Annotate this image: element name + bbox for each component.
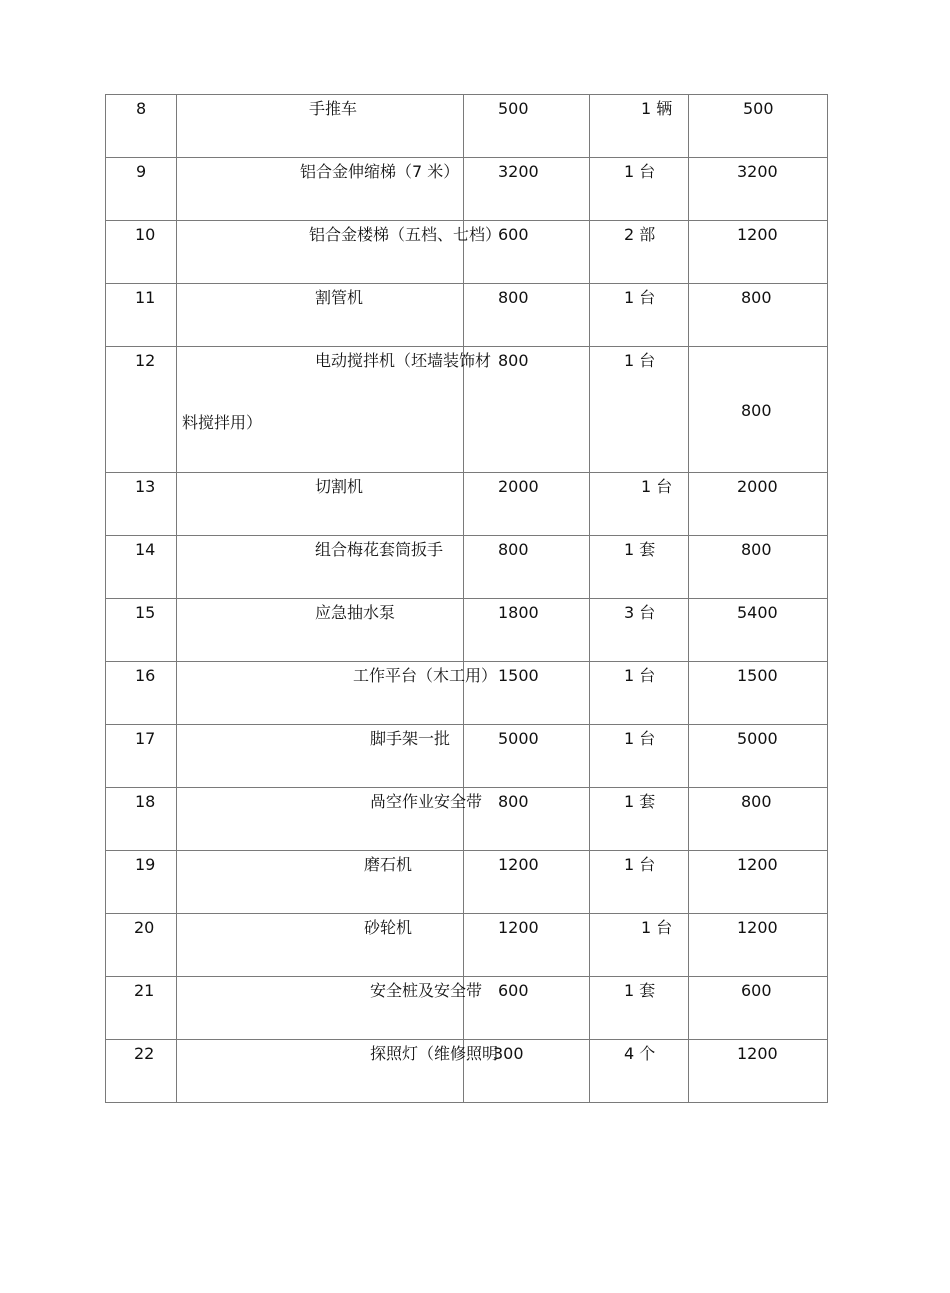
item-name: 电动搅拌机（坯墙装饰材 <box>315 351 492 370</box>
quantity: 1 台 <box>624 729 656 748</box>
table-row <box>106 914 828 977</box>
quantity: 4 个 <box>624 1044 656 1063</box>
table-row <box>106 977 828 1040</box>
item-name: 脚手架一批 <box>370 729 451 748</box>
unit-price: 300 <box>493 1044 524 1063</box>
table-row <box>106 95 828 158</box>
total: 800 <box>741 540 772 559</box>
unit-price: 600 <box>498 981 529 1000</box>
unit-price: 1800 <box>498 603 539 622</box>
table-row <box>106 1040 828 1103</box>
row-number: 10 <box>135 225 156 244</box>
total: 1200 <box>737 1044 778 1063</box>
unit-price: 500 <box>498 99 529 118</box>
item-name: 探照灯（维修照明 <box>370 1044 499 1063</box>
unit-price: 800 <box>498 288 529 307</box>
total: 5400 <box>737 603 778 622</box>
row-number: 22 <box>134 1044 155 1063</box>
table-row <box>106 725 828 788</box>
table-row <box>106 662 828 725</box>
item-name: 应急抽水泵 <box>315 603 396 622</box>
equipment-table <box>105 94 828 1103</box>
unit-price: 800 <box>498 792 529 811</box>
item-name: 咼空作业安全带 <box>370 792 483 811</box>
item-name-continued: 料搅拌用） <box>182 413 263 432</box>
quantity: 1 台 <box>624 351 656 370</box>
total: 800 <box>741 288 772 307</box>
row-number: 17 <box>135 729 156 748</box>
unit-price: 800 <box>498 351 529 370</box>
total: 800 <box>741 792 772 811</box>
quantity: 1 台 <box>624 666 656 685</box>
unit-price: 3200 <box>498 162 539 181</box>
table-row <box>106 347 828 473</box>
table-row <box>106 599 828 662</box>
table-row <box>106 221 828 284</box>
row-number: 8 <box>136 99 147 118</box>
quantity: 1 台 <box>624 162 656 181</box>
unit-price: 600 <box>498 225 529 244</box>
quantity: 1 台 <box>641 477 673 496</box>
row-number: 16 <box>135 666 156 685</box>
total: 800 <box>741 401 772 420</box>
item-name: 铝合金伸缩梯（7 米） <box>300 162 460 181</box>
table-row <box>106 536 828 599</box>
unit-price: 2000 <box>498 477 539 496</box>
total: 600 <box>741 981 772 1000</box>
total: 2000 <box>737 477 778 496</box>
quantity: 1 辆 <box>641 99 673 118</box>
table-row <box>106 158 828 221</box>
quantity: 1 台 <box>641 918 673 937</box>
item-name: 工作平台（木工用） <box>353 666 498 685</box>
unit-price: 1200 <box>498 855 539 874</box>
quantity: 1 台 <box>624 288 656 307</box>
item-name: 手推车 <box>309 99 358 118</box>
item-name: 安全桩及安全带 <box>370 981 483 1000</box>
row-number: 21 <box>134 981 155 1000</box>
quantity: 1 套 <box>624 540 656 559</box>
row-number: 19 <box>135 855 156 874</box>
table-row <box>106 473 828 536</box>
quantity: 1 套 <box>624 981 656 1000</box>
row-number: 18 <box>135 792 156 811</box>
row-number: 15 <box>135 603 156 622</box>
row-number: 9 <box>136 162 147 181</box>
total: 1200 <box>737 225 778 244</box>
total: 5000 <box>737 729 778 748</box>
item-name: 磨石机 <box>364 855 413 874</box>
unit-price: 1500 <box>498 666 539 685</box>
total: 3200 <box>737 162 778 181</box>
item-name: 切割机 <box>315 477 364 496</box>
quantity: 3 台 <box>624 603 656 622</box>
row-number: 11 <box>135 288 156 307</box>
row-number: 12 <box>135 351 156 370</box>
item-name: 组合梅花套筒扳手 <box>315 540 444 559</box>
total: 1200 <box>737 855 778 874</box>
table-row <box>106 851 828 914</box>
total: 1200 <box>737 918 778 937</box>
item-name: 铝合金楼梯（五档、七档） <box>309 225 502 244</box>
row-number: 14 <box>135 540 156 559</box>
quantity: 1 台 <box>624 855 656 874</box>
unit-price: 5000 <box>498 729 539 748</box>
row-number: 13 <box>135 477 156 496</box>
table-row <box>106 788 828 851</box>
table-row <box>106 284 828 347</box>
item-name: 砂轮机 <box>364 918 413 937</box>
quantity: 2 部 <box>624 225 656 244</box>
total: 1500 <box>737 666 778 685</box>
unit-price: 1200 <box>498 918 539 937</box>
row-number: 20 <box>134 918 155 937</box>
item-name: 割管机 <box>315 288 364 307</box>
total: 500 <box>743 99 774 118</box>
quantity: 1 套 <box>624 792 656 811</box>
unit-price: 800 <box>498 540 529 559</box>
